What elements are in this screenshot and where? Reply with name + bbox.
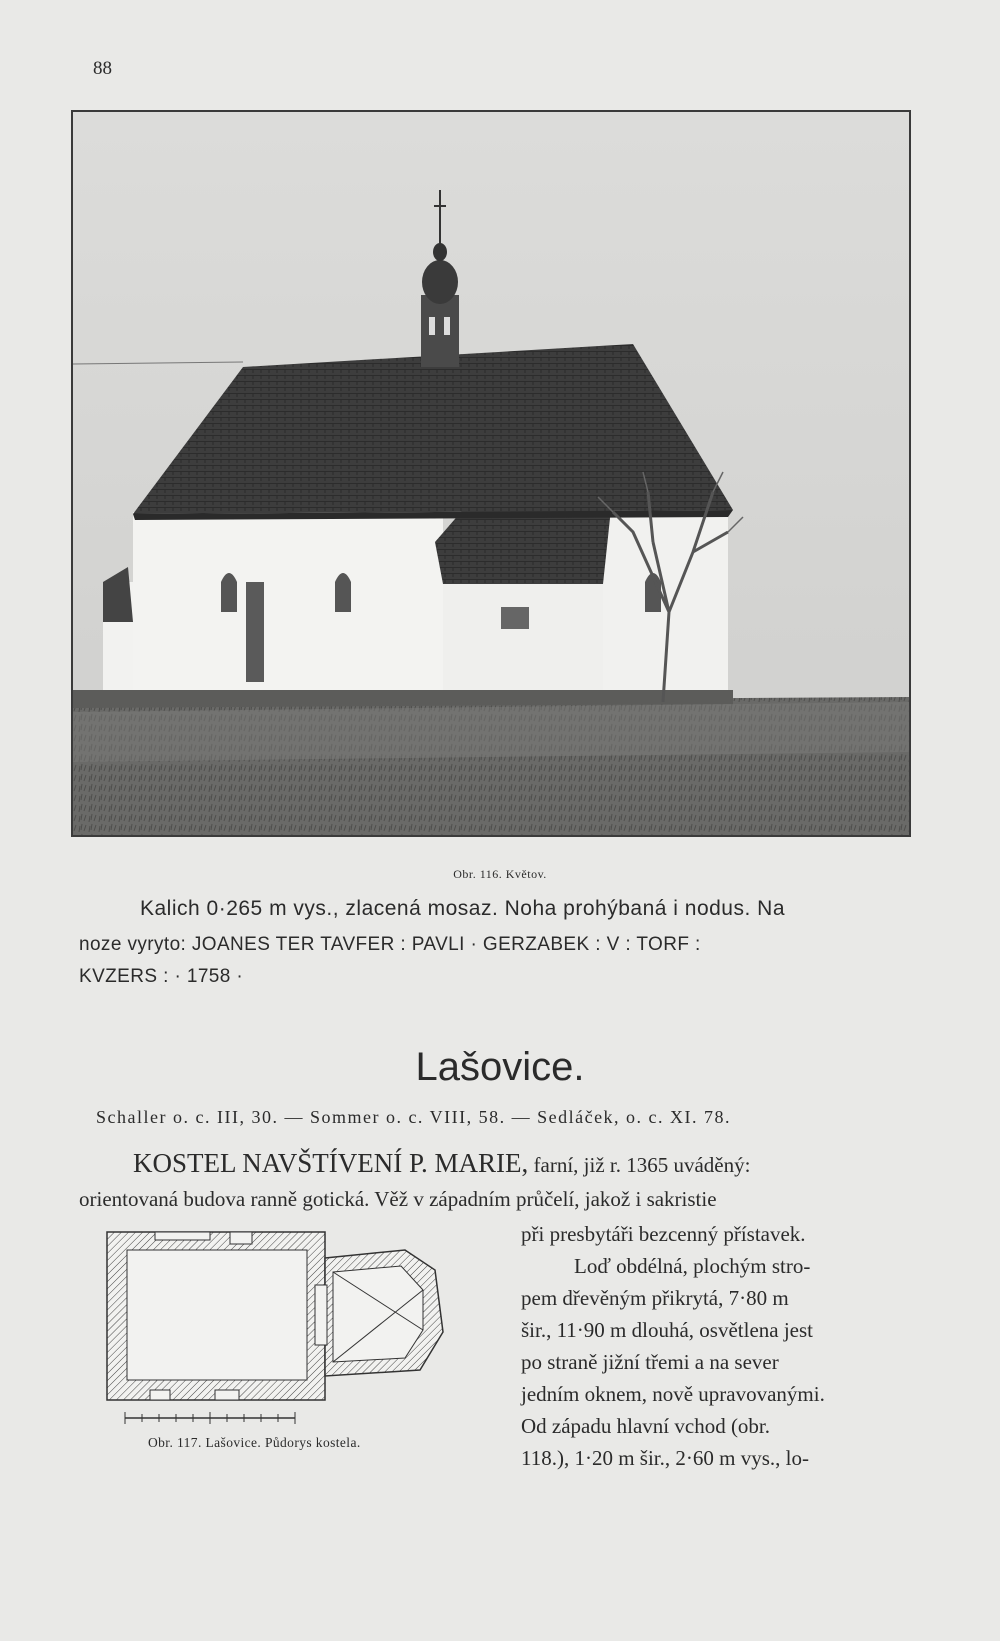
- column-line-4: šir., 11·90 m dlouhá, osvětlena jest: [521, 1318, 814, 1342]
- figure-117-caption: Obr. 117. Lašovice. Půdorys kostela.: [148, 1435, 361, 1450]
- chalice-line-1: Kalich 0·265 m vys., zlacená mosaz. Noha prohýbaná i nodus. Na: [140, 897, 785, 920]
- column-line-8: 118.), 1·20 m šir., 2·60 m vys., lo-: [521, 1446, 809, 1470]
- figure-116-caption: Obr. 116. Květov.: [453, 867, 547, 881]
- floor-plan-diagram: [105, 1220, 485, 1428]
- column-line-5: po straně jižní třemi a na sever: [521, 1350, 779, 1374]
- section-title: Lašovice.: [415, 1045, 585, 1089]
- church-text-line-2: orientovaná budova ranně gotická. Věž v západním průčelí, jakož i sakristie: [79, 1187, 717, 1211]
- chalice-line-3: KVZERS : · 1758 ·: [79, 966, 244, 987]
- chalice-line-2: noze vyryto: JOANES TER TAVFER : PAVLI · GERZABEK : V : TORF :: [79, 934, 701, 955]
- references-line: Schaller o. c. III, 30. — Sommer o. c. VIII, 58. — Sedláček, o. c. XI. 78.: [96, 1107, 732, 1127]
- church-photo: [71, 110, 911, 837]
- church-heading-rest: farní, již r. 1365 uváděný:: [528, 1153, 751, 1177]
- page-number: 88: [93, 58, 112, 79]
- column-line-6: jedním oknem, nově upravovanými.: [521, 1382, 825, 1406]
- column-line-2: Loď obdélná, plochým stro-: [574, 1254, 811, 1278]
- church-heading-title: KOSTEL NAVŠTÍVENÍ P. MARIE,: [133, 1148, 529, 1178]
- column-line-7: Od západu hlavní vchod (obr.: [521, 1414, 771, 1438]
- column-line-1: při presbytáři bezcenný přístavek.: [521, 1222, 806, 1246]
- column-line-3: pem dřevěným přikrytá, 7·80 m: [521, 1286, 789, 1310]
- church-heading: [133, 1148, 750, 1179]
